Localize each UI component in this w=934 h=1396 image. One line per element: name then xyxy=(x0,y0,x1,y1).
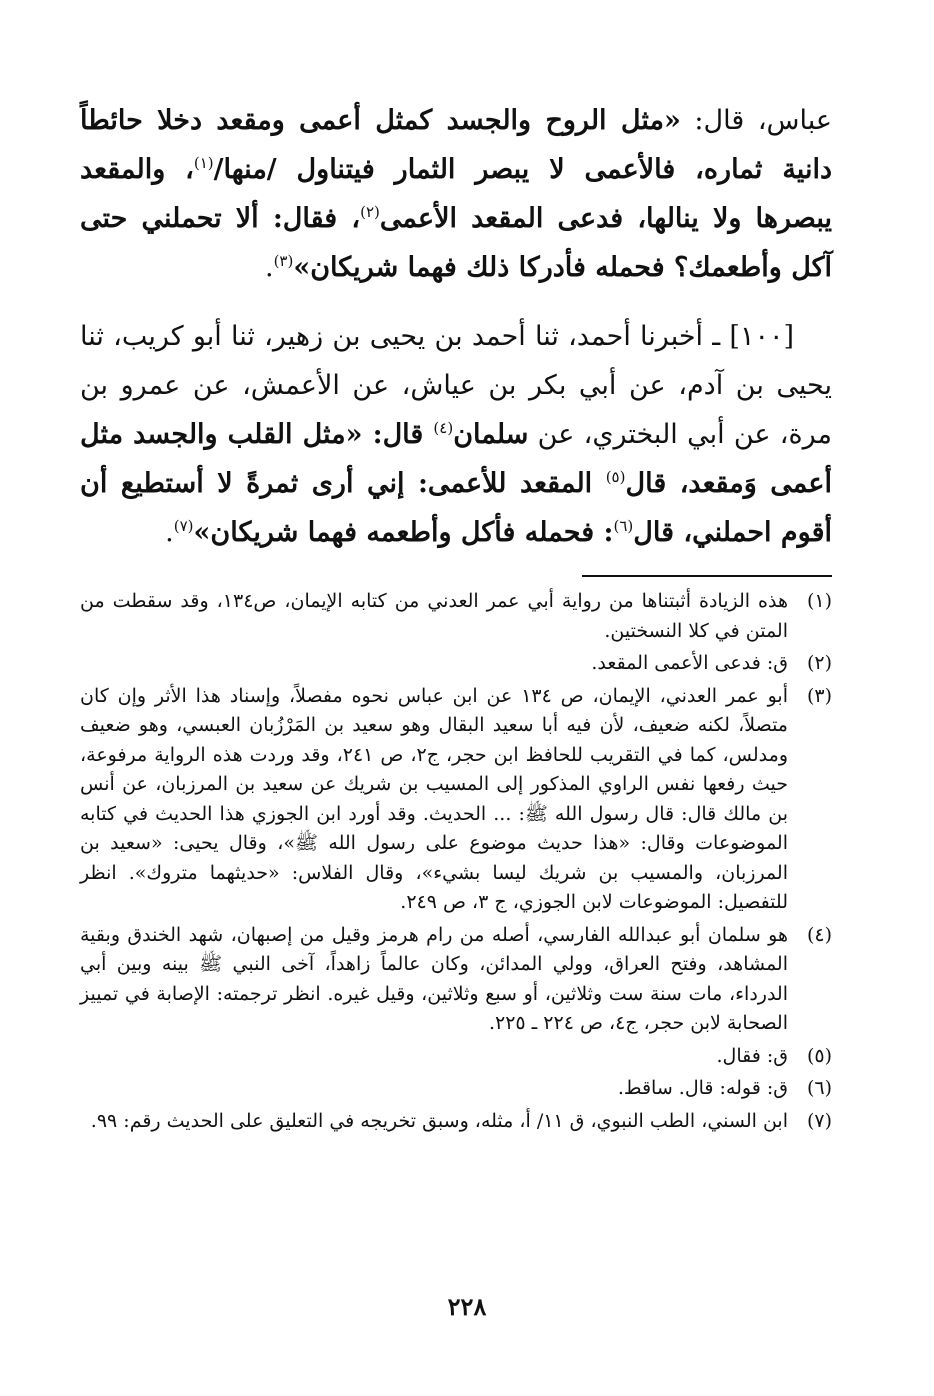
footnote-ref-4[interactable]: (٤) xyxy=(433,419,454,437)
footnote-2 xyxy=(80,649,832,679)
footnote-ref-6[interactable]: (٦) xyxy=(613,517,634,535)
footnote-ref-2[interactable]: (٢) xyxy=(360,203,380,221)
footnote-ref-1[interactable]: (١) xyxy=(193,154,214,172)
p2-end: . xyxy=(165,517,174,548)
footnote-5 xyxy=(80,1042,832,1072)
footnote-text: هو سلمان أبو عبدالله الفارسي، أصله من رام هرمز وقيل من إصبهان، شهد الخندق وبقية المشاهد، وفتح العراق، وولي المدائن، وكان عالماً زاهداً، آخى النبي ﷺ بينه وبين أبي الدرداء، مات سنة ست وثلاثين، أو سبع وثلاثين، وقيل غيره. انظر ترجمته: الإصابة في تمييز الصحابة لابن حجر، ج٤، ص ٢٢٤ ـ ٢٢٥. xyxy=(80,923,788,1034)
main-text xyxy=(80,96,832,557)
p2-salman: سلمان xyxy=(453,419,529,450)
footnote-text: ابن السني، الطب النبوي، ق ١١/ أ، مثله، وسبق تخريجه في التعليق على الحديث رقم: ٩٩. xyxy=(90,1109,788,1132)
footnote-ref-3[interactable]: (٣) xyxy=(273,252,294,270)
footnote-number: (٧) xyxy=(806,1109,832,1132)
footnote-ref-7[interactable]: (٧) xyxy=(173,517,194,535)
paragraph-2-hadith-100 xyxy=(80,312,832,557)
footnote-number: (٤) xyxy=(806,923,832,946)
footnote-7 xyxy=(80,1107,832,1137)
p2-quote-c: : فحمله فأكل وأطعمه فهما شريكان» xyxy=(193,517,614,548)
p2-quote-b: المقعد للأعمى: إني أرى ثمرةً لا أستطيع أن أقوم احملني، قال xyxy=(80,468,832,548)
footnote-text: هذه الزيادة أثبتناها من رواية أبي عمر العدني من كتابه الإيمان، ص١٣٤، وقد سقطت من المتن في كلا النسختين. xyxy=(80,590,788,642)
footnote-number: (٣) xyxy=(806,684,832,707)
footnote-divider xyxy=(582,575,832,577)
paragraph-1 xyxy=(80,96,832,292)
p1-quote-b: ، والمقعد يبصرها ولا ينالها، فدعى المقعد الأعمى xyxy=(80,154,832,234)
footnote-number: (٥) xyxy=(806,1044,832,1067)
footnote-text: ق: فقال. xyxy=(716,1044,788,1067)
footnote-4 xyxy=(80,921,832,1039)
footnote-6 xyxy=(80,1074,832,1104)
p2-quote-a: قال: «مثل القلب والجسد مثل أعمى وَمقعد، قال xyxy=(80,419,832,499)
p1-quote-a: «مثل الروح والجسد كمثل أعمى ومقعد دخلا حائطاً دانية ثماره، فالأعمى لا يبصر الثمار فيتناول /منها/ xyxy=(80,105,832,185)
footnote-text: أبو عمر العدني، الإيمان، ص ١٣٤ عن ابن عباس نحوه مفصلاً، وإسناد هذا الأثر وإن كان متصلاً، لكنه ضعيف، لأن فيه أبا سعيد البقال وهو سعيد بن المَرْزُبان العبسي، وهو ضعيف ومدلس، كما في التقريب للحافظ ابن حجر، ج٢، ص ٢٤١، وقد وردت هذه الرواية مرفوعة، حيث رفعها نفس الراوي المذكور إلى المسيب بن شريك عن سعيد بن المرزبان، عن أنس بن مالك قال: قال رسول الله ﷺ: ... الحديث. وقد أورد ابن الجوزي هذا الحديث في كتابه الموضوعات وقال: «هذا حديث موضوع على رسول الله ﷺ»، وقال يحيى: «سعيد بن المرزبان، والمسيب بن شريك ليسا بشيء»، وقال الفلاس: «حديثهما متروك». انظر للتفصيل: الموضوعات لابن الجوزي، ج ٣، ص ٢٤٩. xyxy=(80,684,788,913)
p1-text-a: عباس، قال: xyxy=(680,105,832,136)
footnotes xyxy=(80,587,832,1136)
page-content xyxy=(80,96,832,1139)
footnote-number: (٦) xyxy=(806,1077,832,1099)
p1-end: . xyxy=(264,252,274,283)
footnote-ref-5[interactable]: (٥) xyxy=(605,468,626,486)
page-number: ٢٢٨ xyxy=(447,1292,487,1321)
footnote-number: (١) xyxy=(806,590,832,612)
p2-isnad: [١٠٠] ـ أخبرنا أحمد، ثنا أحمد بن يحيى بن زهير، ثنا أبو كريب، ثنا يحيى بن آدم، عن أبي بكر بن عياش، عن الأعمش، عن عمرو بن مرة، عن أبي البختري، عن xyxy=(80,321,832,450)
footnote-text: ق: قوله: قال. ساقط. xyxy=(617,1077,788,1099)
footnote-text: ق: فدعى الأعمى المقعد. xyxy=(591,652,788,674)
footnote-number: (٢) xyxy=(806,652,832,674)
footnote-1 xyxy=(80,587,832,646)
p1-quote-c: ، فقال: ألا تحملني حتى آكل وأطعمك؟ فحمله فأدركا ذلك فهما شريكان» xyxy=(80,203,832,283)
footnote-3 xyxy=(80,682,832,918)
